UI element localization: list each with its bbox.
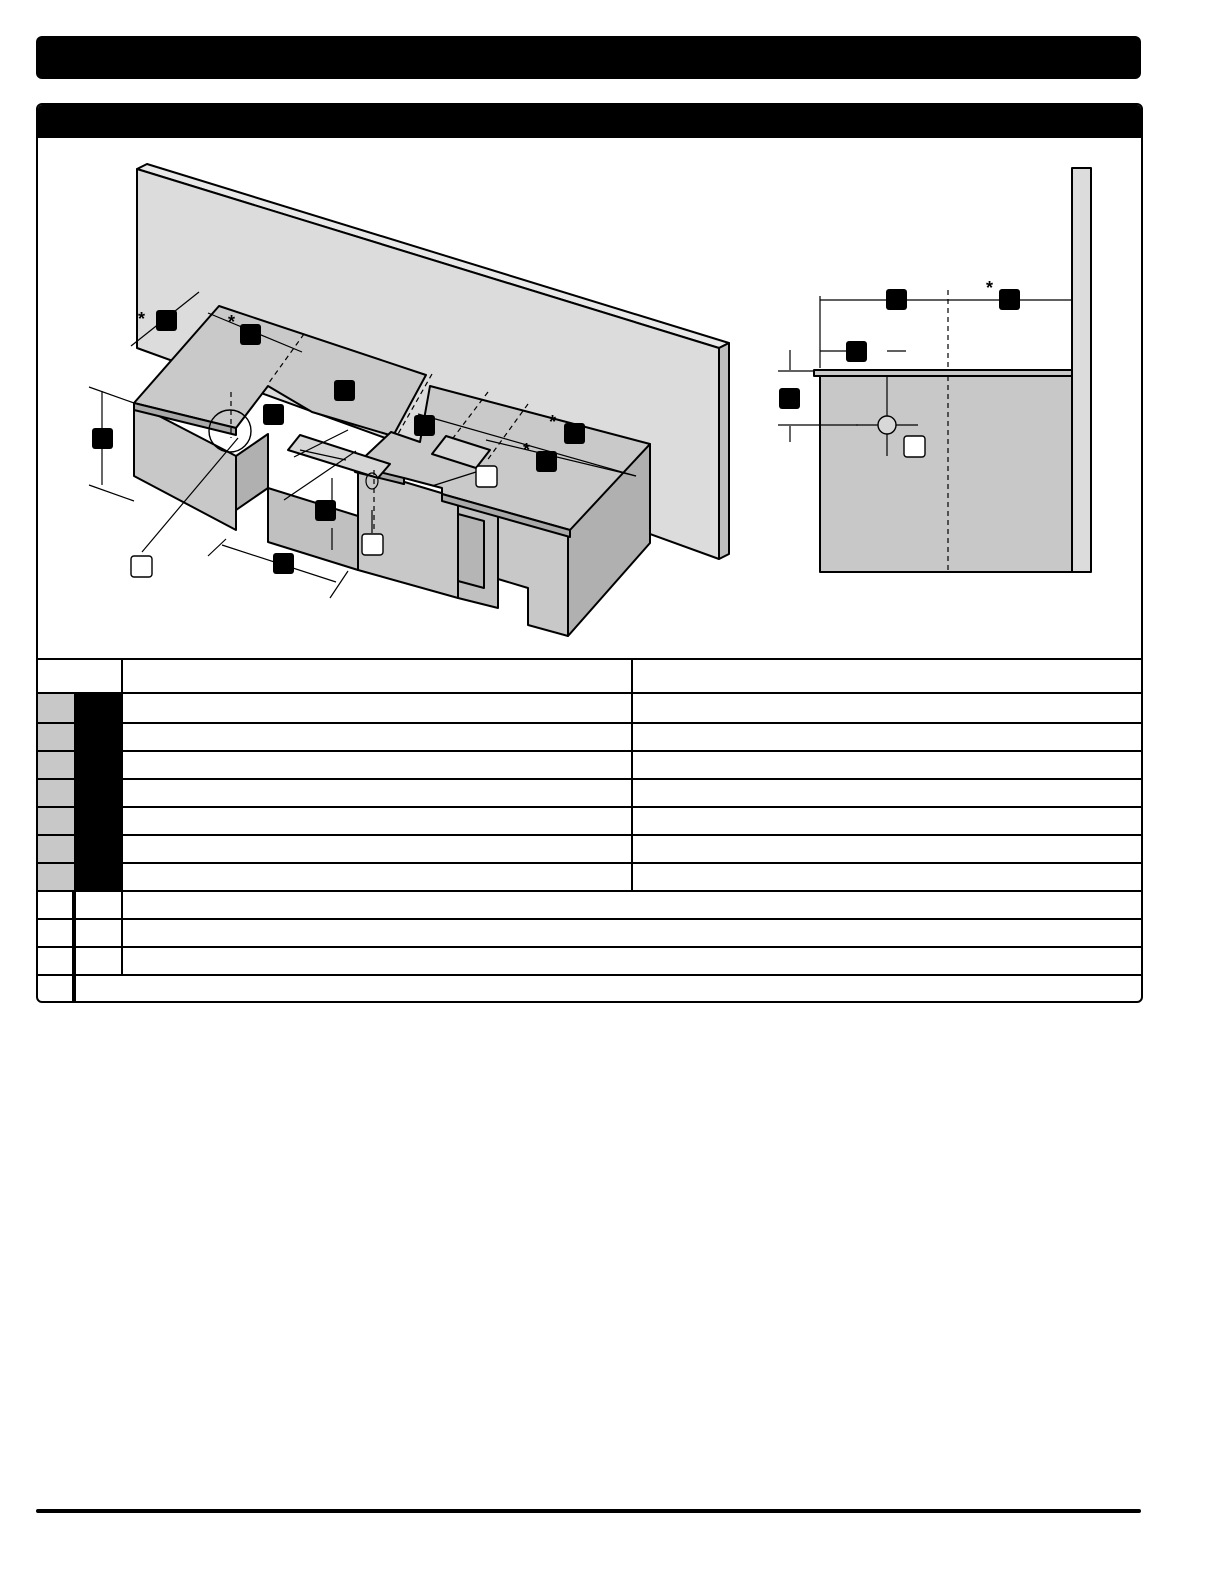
note-row: [38, 918, 1141, 946]
row-description: [123, 864, 631, 890]
callout-filled: [536, 451, 557, 472]
table-row: [38, 722, 1141, 750]
footnote-text: [74, 976, 1141, 1002]
callout-filled: [315, 500, 336, 521]
note-text: [123, 920, 1141, 946]
table-row: [38, 834, 1141, 862]
row-value: [633, 694, 1141, 722]
asterisk-mark: *: [138, 309, 146, 329]
asterisk-mark: *: [523, 440, 531, 460]
callout-open: [904, 436, 925, 457]
section-heading-bar: [38, 105, 1141, 138]
header-value: [633, 660, 1141, 692]
row-description: [123, 780, 631, 806]
footnote-row: [38, 974, 1141, 1002]
row-value: [633, 864, 1141, 890]
callout-filled: [414, 415, 435, 436]
header-description: [123, 660, 631, 692]
row-key: [74, 864, 123, 890]
table-row: [38, 750, 1141, 778]
footer-rule: [36, 1509, 1141, 1513]
row-value: [633, 836, 1141, 862]
asterisk-mark: *: [986, 278, 994, 298]
callout-filled: [156, 310, 177, 331]
row-key: [74, 724, 123, 750]
callout-filled: [846, 341, 867, 362]
callout-filled: [999, 289, 1020, 310]
row-value: [633, 724, 1141, 750]
row-key: [74, 752, 123, 778]
side-elevation: [778, 168, 1091, 572]
note-text: [123, 892, 1141, 918]
note-key: [74, 920, 123, 946]
callout-filled: [240, 324, 261, 345]
callout-filled: [263, 404, 284, 425]
row-key: [74, 780, 123, 806]
installation-panel: [36, 103, 1143, 1003]
row-key: [74, 694, 123, 722]
left-cabinet: [134, 403, 358, 570]
asterisk-mark: *: [228, 312, 236, 332]
note-key: [74, 892, 123, 918]
table-row: [38, 862, 1141, 890]
row-description: [123, 836, 631, 862]
row-value: [633, 752, 1141, 778]
note-text: [123, 948, 1141, 974]
asterisk-mark: *: [549, 412, 557, 432]
callout-filled: [886, 289, 907, 310]
page-title-bar: [36, 36, 1141, 79]
cabinet-cutout-diagram: [38, 138, 1141, 658]
callout-filled: [334, 380, 355, 401]
callout-filled: [92, 428, 113, 449]
header-key: [38, 660, 122, 692]
callout-open: [131, 556, 152, 577]
row-description: [123, 752, 631, 778]
row-description: [123, 724, 631, 750]
note-row: [38, 946, 1141, 974]
table-row: [38, 806, 1141, 834]
row-description: [123, 694, 631, 722]
row-value: [633, 780, 1141, 806]
callout-open: [476, 466, 497, 487]
row-key: [74, 808, 123, 834]
row-value: [633, 808, 1141, 834]
row-description: [123, 808, 631, 834]
table-header: [38, 658, 1141, 692]
row-key: [74, 836, 123, 862]
callout-filled: [779, 388, 800, 409]
callout-filled: [273, 553, 294, 574]
note-row: [38, 890, 1141, 918]
note-key: [74, 948, 123, 974]
callout-filled: [564, 423, 585, 444]
callout-open: [362, 534, 383, 555]
table-row: [38, 778, 1141, 806]
table-row: [38, 692, 1141, 722]
